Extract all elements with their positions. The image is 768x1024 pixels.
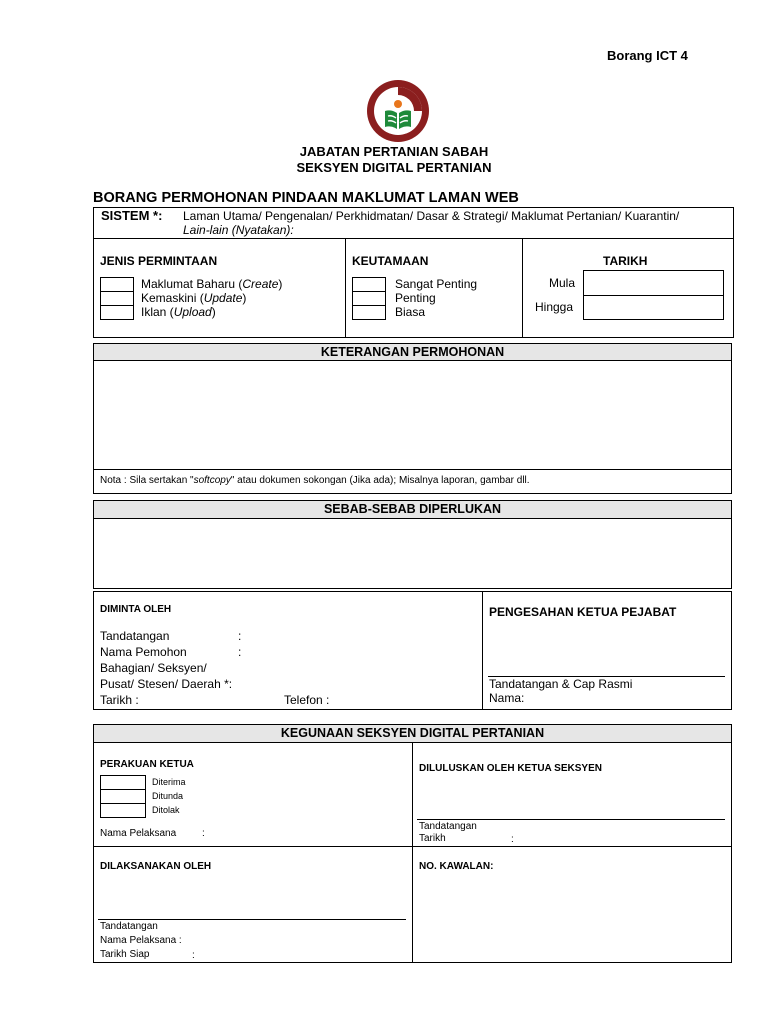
checkbox-sangat-penting[interactable]	[352, 277, 386, 292]
checkbox-biasa[interactable]	[352, 305, 386, 320]
form-title: BORANG PERMOHONAN PINDAAN MAKLUMAT LAMAN WEB	[93, 190, 519, 206]
perakuan-heading: PERAKUAN KETUA	[100, 759, 194, 770]
keterangan-heading: KETERANGAN PERMOHONAN	[94, 344, 731, 361]
diminta-pusat-label: Pusat/ Stesen/ Daerah *:	[100, 677, 233, 691]
checkbox-ditolak[interactable]	[100, 803, 146, 818]
dilaksanakan-tarikh-label: Tarikh Siap	[100, 949, 150, 960]
checkbox-update[interactable]	[100, 291, 134, 306]
keutamaan-item: Sangat Penting	[395, 277, 478, 291]
jenis-item: Maklumat Baharu (Create)	[141, 277, 283, 291]
checkbox-penting[interactable]	[352, 291, 386, 306]
jenis-item: Kemaskini (Update)	[141, 291, 247, 305]
keterangan-note: Nota : Sila sertakan "softcopy" atau dokumen sokongan (Jika ada); Misalnya laporan, gambar dll.	[100, 475, 530, 486]
colon: :	[511, 834, 514, 845]
sistem-other[interactable]: Lain-lain (Nyatakan):	[183, 223, 294, 237]
colon: :	[238, 629, 242, 643]
pengesahan-nama-label: Nama:	[489, 691, 525, 705]
tarikh-mula-field[interactable]	[583, 270, 724, 296]
sebab-field[interactable]	[94, 520, 731, 588]
colon: :	[192, 950, 195, 961]
tarikh-mula-label: Mula	[549, 276, 576, 290]
diminta-bahagian-label: Bahagian/ Seksyen/	[100, 661, 207, 675]
checkbox-create[interactable]	[100, 277, 134, 292]
sistem-options[interactable]: Laman Utama/ Pengenalan/ Perkhidmatan/ Dasar & Strategi/ Maklumat Pertanian/ Kuarantin/	[183, 209, 680, 223]
diminta-telefon-label: Telefon :	[284, 693, 330, 707]
section-name: SEKSYEN DIGITAL PERTANIAN	[296, 160, 492, 175]
keutamaan-item: Penting	[395, 291, 436, 305]
diminta-tandatangan-label: Tandatangan	[100, 629, 170, 643]
department-name: JABATAN PERTANIAN SABAH	[299, 144, 489, 159]
perakuan-item: Diterima	[152, 777, 186, 787]
jenis-item: Iklan (Upload)	[141, 305, 216, 319]
pengesahan-tandatangan-label: Tandatangan & Cap Rasmi	[489, 677, 633, 691]
keterangan-field[interactable]	[94, 362, 731, 468]
diluluskan-signature-line[interactable]	[417, 819, 725, 820]
checkbox-diterima[interactable]	[100, 775, 146, 790]
diluluskan-tarikh-label: Tarikh	[419, 833, 446, 844]
checkbox-ditunda[interactable]	[100, 789, 146, 804]
diminta-heading: DIMINTA OLEH	[100, 604, 172, 615]
colon: :	[238, 645, 242, 659]
form-code: Borang ICT 4	[607, 48, 688, 63]
diminta-nama-label: Nama Pemohon	[100, 645, 187, 659]
dilaksanakan-signature-line[interactable]	[98, 919, 406, 920]
checkbox-upload[interactable]	[100, 305, 134, 320]
perakuan-item: Ditolak	[152, 805, 180, 815]
diminta-tarikh-label: Tarikh :	[100, 693, 139, 707]
kegunaan-heading: KEGUNAAN SEKSYEN DIGITAL PERTANIAN	[94, 725, 731, 743]
jenis-heading: JENIS PERMINTAAN	[100, 254, 218, 268]
keutamaan-item: Biasa	[395, 305, 426, 319]
diluluskan-tandatangan-label: Tandatangan	[419, 821, 477, 832]
colon: :	[202, 828, 205, 839]
tarikh-hingga-field[interactable]	[583, 295, 724, 320]
perakuan-item: Ditunda	[152, 791, 184, 801]
no-kawalan-label: NO. KAWALAN:	[419, 861, 494, 872]
dilaksanakan-nama-label: Nama Pelaksana :	[100, 935, 182, 946]
tarikh-hingga-label: Hingga	[535, 300, 574, 314]
sebab-heading: SEBAB-SEBAB DIPERLUKAN	[94, 501, 731, 519]
pengesahan-heading: PENGESAHAN KETUA PEJABAT	[489, 605, 677, 619]
nama-pelaksana-label: Nama Pelaksana	[100, 828, 177, 839]
sistem-label: SISTEM *:	[101, 208, 163, 223]
dilaksanakan-tandatangan-label: Tandatangan	[100, 921, 158, 932]
diluluskan-heading: DILULUSKAN OLEH KETUA SEKSYEN	[419, 763, 602, 774]
keutamaan-heading: KEUTAMAAN	[352, 254, 429, 268]
dilaksanakan-heading: DILAKSANAKAN OLEH	[100, 861, 212, 872]
tarikh-heading: TARIKH	[603, 254, 648, 268]
department-logo	[364, 78, 432, 144]
